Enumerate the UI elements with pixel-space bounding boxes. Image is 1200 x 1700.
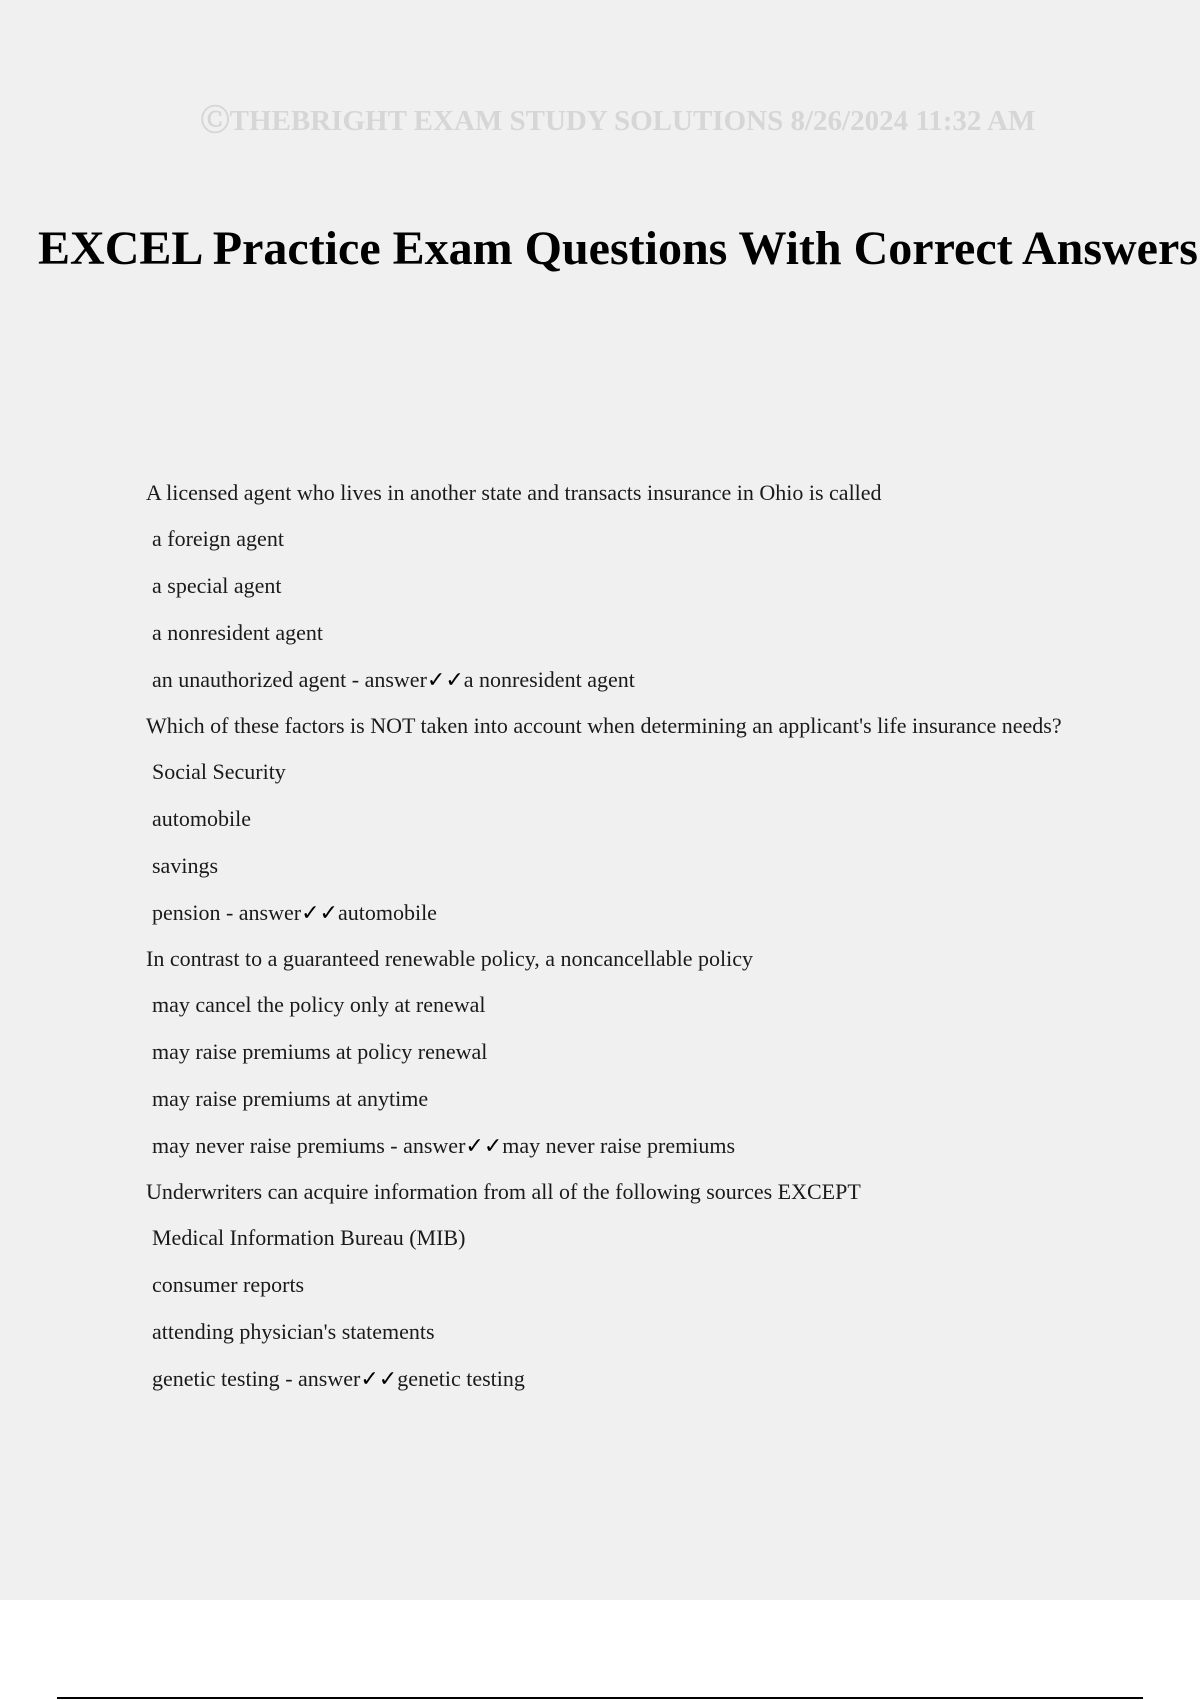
answer-option: a nonresident agent — [152, 620, 324, 645]
question-block-4 — [146, 1177, 1086, 1395]
answer-option: attending physician's statements — [152, 1319, 435, 1344]
answer-option: a foreign agent — [152, 526, 284, 551]
question-block-3 — [146, 944, 1086, 1162]
question-block-2 — [146, 711, 1086, 929]
answer-option: may cancel the policy only at renewal — [152, 992, 486, 1017]
correct-answer: a nonresident agent — [463, 667, 635, 692]
answer-option: may raise premiums at anytime — [152, 1086, 429, 1111]
page-bottom-rule — [57, 1697, 1143, 1699]
question-text: Which of these factors is NOT taken into account when determining an applicant's life insurance needs? — [146, 713, 1062, 738]
question-text: In contrast to a guaranteed renewable policy, a noncancellable policy — [146, 946, 753, 971]
double-check-icon: ✓✓ — [360, 1367, 398, 1392]
answer-option-with-key — [152, 1364, 1086, 1395]
answer-option-text: an unauthorized agent — [152, 667, 347, 692]
double-check-icon: ✓✓ — [301, 901, 338, 926]
double-check-icon: ✓✓ — [426, 668, 464, 693]
answer-option-with-key — [152, 898, 1086, 929]
answer-option: savings — [152, 853, 218, 878]
answer-option-text: genetic testing — [152, 1366, 280, 1391]
page-title: EXCEL Practice Exam Questions With Correct Answers — [38, 222, 1198, 275]
answer-separator: - answer — [384, 1133, 466, 1158]
correct-answer: may never raise premiums — [502, 1133, 736, 1158]
watermark-text: ⒸTHEBRIGHT EXAM STUDY SOLUTIONS 8/26/2024 11:32 AM — [200, 105, 1036, 137]
question-text: Underwriters can acquire information from all of the following sources EXCEPT — [146, 1179, 861, 1204]
question-text: A licensed agent who lives in another state and transacts insurance in Ohio is called — [146, 480, 882, 505]
answer-option-text: pension — [152, 900, 221, 925]
answer-option: a special agent — [152, 573, 282, 598]
answer-option-with-key — [152, 665, 1086, 696]
answer-option: automobile — [152, 806, 251, 831]
answer-separator: - answer — [346, 667, 427, 692]
answer-option-text: may never raise premiums — [152, 1133, 385, 1158]
answer-option: Social Security — [152, 759, 286, 784]
answer-option-with-key — [152, 1131, 1086, 1162]
answer-option: Medical Information Bureau (MIB) — [152, 1225, 466, 1250]
correct-answer: genetic testing — [397, 1366, 525, 1391]
answer-separator: - answer — [279, 1366, 361, 1391]
answer-option: consumer reports — [152, 1272, 305, 1297]
question-list — [146, 478, 1086, 1410]
correct-answer: automobile — [337, 900, 437, 925]
answer-option: may raise premiums at policy renewal — [152, 1039, 488, 1064]
question-block-1 — [146, 478, 1086, 696]
answer-separator: - answer — [220, 900, 302, 925]
double-check-icon: ✓✓ — [465, 1134, 503, 1159]
